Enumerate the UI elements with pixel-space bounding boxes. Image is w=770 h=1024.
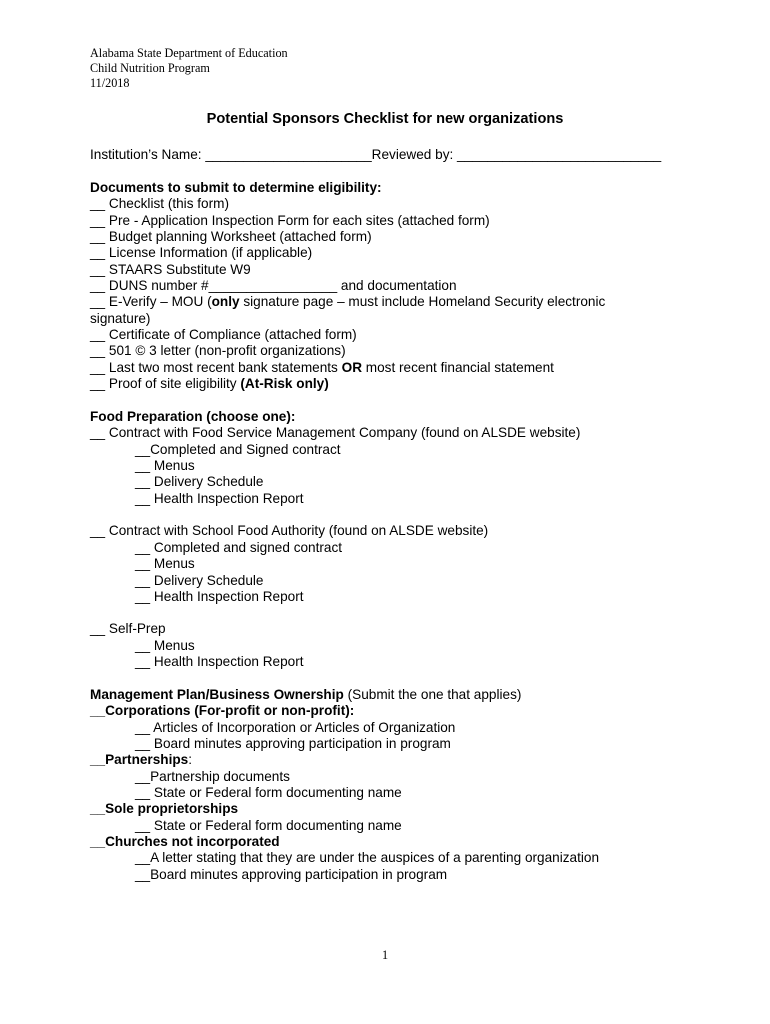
- fsmc-item: __ Contract with Food Service Management Company (found on ALSDE website): [90, 425, 581, 440]
- doc-item-certificate: __ Certificate of Compliance (attached form): [90, 327, 357, 342]
- fsmc-contract: __Completed and Signed contract: [135, 442, 341, 457]
- fsmc-delivery: __ Delivery Schedule: [135, 474, 264, 489]
- doc-item-501c3: __ 501 © 3 letter (non-profit organizations): [90, 343, 346, 358]
- corp-articles: __ Articles of Incorporation or Articles of Organization: [135, 720, 456, 735]
- header-agency: Alabama State Department of Education: [90, 46, 288, 60]
- self-prep-item: __ Self-Prep: [90, 621, 166, 636]
- sfa-health: __ Health Inspection Report: [135, 589, 304, 604]
- doc-item-budget: __ Budget planning Worksheet (attached form): [90, 229, 372, 244]
- corp-board-minutes: __ Board minutes approving participation in program: [135, 736, 451, 751]
- sfa-delivery: __ Delivery Schedule: [135, 573, 264, 588]
- page-number: 1: [381, 948, 389, 962]
- doc-item-duns: __ DUNS number #_________________ and documentation: [90, 278, 457, 293]
- doc-item-everify: [90, 294, 605, 310]
- partnership-label: __Partnerships: [90, 752, 189, 767]
- self-prep-menus: __ Menus: [135, 638, 195, 653]
- doc-item-staars: __ STAARS Substitute W9: [90, 262, 251, 277]
- partnership-documents: __Partnership documents: [135, 769, 290, 784]
- bank-text-c: most recent financial statement: [362, 360, 554, 375]
- fsmc-health: __ Health Inspection Report: [135, 491, 304, 506]
- self-prep-health: __ Health Inspection Report: [135, 654, 304, 669]
- church-item: __Churches not incorporated: [90, 834, 280, 849]
- corp-item: __Corporations (For-profit or non-profit):: [90, 703, 355, 718]
- proof-at-risk: (At-Risk only): [240, 376, 329, 391]
- institution-line: Institution’s Name: ______________________Reviewed by: ___________________________: [90, 147, 662, 162]
- food-prep-heading: Food Preparation (choose one):: [90, 409, 296, 424]
- doc-item-license: __ License Information (if applicable): [90, 245, 313, 260]
- management-heading-bold: Management Plan/Business Ownership: [90, 687, 344, 702]
- bank-text-a: __ Last two most recent bank statements: [90, 360, 342, 375]
- doc-item-proof: [90, 376, 329, 392]
- sfa-menus: __ Menus: [135, 556, 195, 571]
- sfa-item: __ Contract with School Food Authority (found on ALSDE website): [90, 523, 489, 538]
- management-heading-note: (Submit the one that applies): [343, 687, 522, 702]
- doc-item-pre-application: __ Pre - Application Inspection Form for each sites (attached form): [90, 213, 490, 228]
- doc-item-checklist: __ Checklist (this form): [90, 196, 229, 211]
- church-board-minutes: __Board minutes approving participation in program: [135, 867, 448, 882]
- partnership-item: [90, 752, 192, 768]
- everify-text-a: __ E-Verify – MOU (: [90, 294, 212, 309]
- fsmc-menus: __ Menus: [135, 458, 195, 473]
- bank-or: OR: [341, 360, 363, 375]
- everify-text-c: signature page – must include Homeland Security electronic: [239, 294, 606, 309]
- header-program: Child Nutrition Program: [90, 61, 210, 75]
- doc-item-bank: [90, 360, 554, 376]
- management-heading: [90, 687, 521, 703]
- documents-heading: Documents to submit to determine eligibility:: [90, 180, 382, 195]
- sfa-contract: __ Completed and signed contract: [135, 540, 343, 555]
- document-header: [90, 46, 288, 91]
- page-title: Potential Sponsors Checklist for new organizations: [206, 111, 564, 127]
- header-date: 11/2018: [90, 76, 130, 90]
- sole-form: __ State or Federal form documenting name: [135, 818, 402, 833]
- partnership-colon: :: [188, 752, 193, 767]
- proof-text-a: __ Proof of site eligibility: [90, 376, 241, 391]
- everify-only: only: [211, 294, 240, 309]
- sole-item: __Sole proprietorships: [90, 801, 239, 816]
- church-letter: __A letter stating that they are under the auspices of a parenting organization: [135, 850, 600, 865]
- partnership-form: __ State or Federal form documenting name: [135, 785, 402, 800]
- doc-item-everify-continued: signature): [90, 311, 151, 326]
